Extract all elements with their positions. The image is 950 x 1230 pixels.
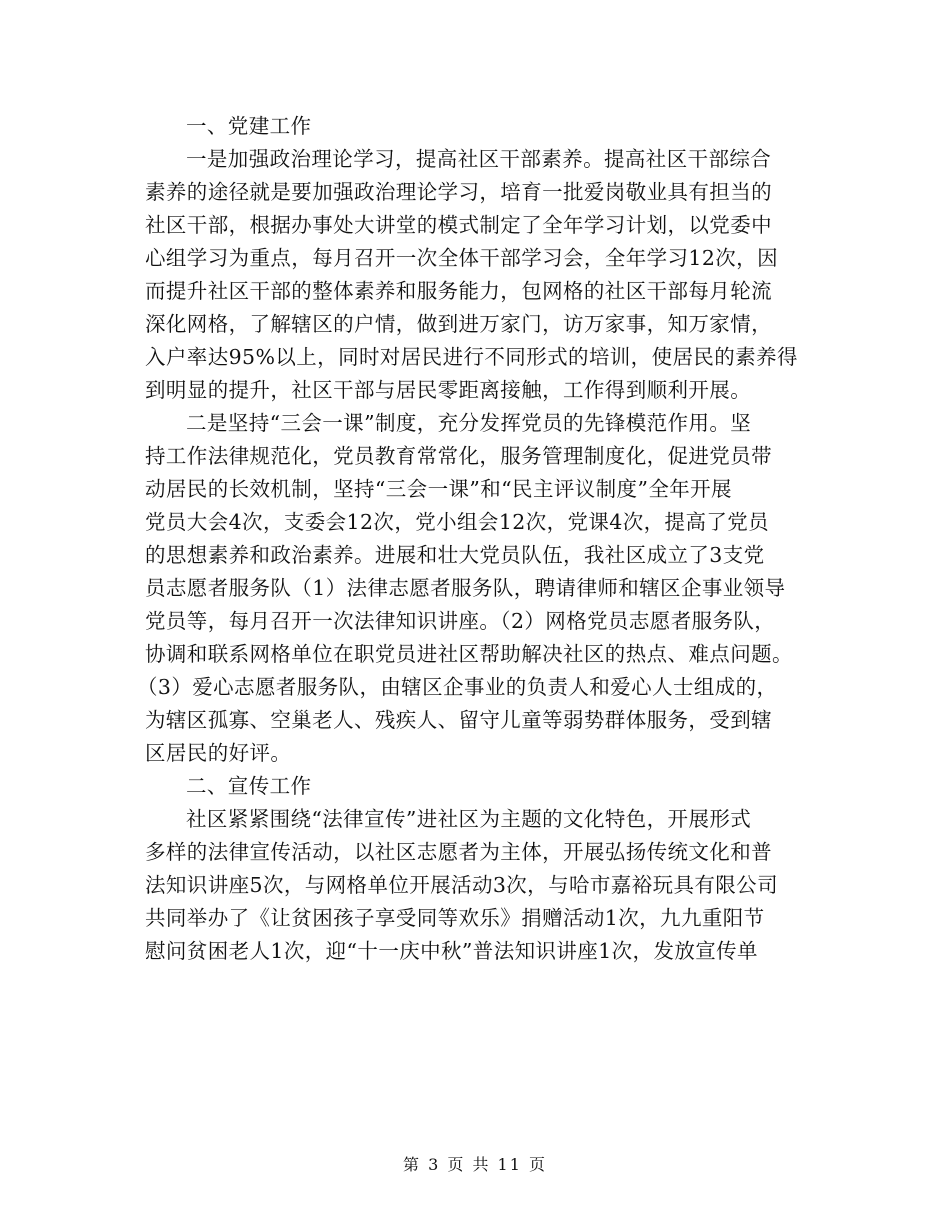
- paragraph-line: 法知识讲座5次，与网格单位开展活动3次，与哈市嘉裕玩具有限公司: [145, 873, 778, 897]
- paragraph-line: （3）爱心志愿者服务队，由辖区企事业的负责人和爱心人士组成的，: [137, 675, 778, 699]
- paragraph-line: 素养的途径就是要加强政治理论学习，培育一批爱岗敬业具有担当的: [145, 180, 772, 204]
- paragraph-line: 持工作法律规范化，党员教育常常化，服务管理制度化，促进党员带: [145, 444, 772, 468]
- paragraph-line: 慰问贫困老人1次，迎“十一庆中秋”普法知识讲座1次，发放宣传单: [145, 939, 758, 963]
- paragraph-line: 入户率达95%以上，同时对居民进行不同形式的培训，使居民的素养得: [145, 345, 798, 369]
- paragraph-line: 心组学习为重点，每月召开一次全体干部学习会，全年学习12次，因: [145, 246, 778, 270]
- paragraph-line: 到明显的提升，社区干部与居民零距离接触，工作得到顺利开展。: [145, 378, 752, 402]
- paragraph-line: 为辖区孤寡、空巢老人、残疾人、留守儿童等弱势群体服务，受到辖: [145, 708, 772, 732]
- section-heading-party-building: 一、党建工作: [186, 114, 312, 138]
- paragraph-line: 区居民的好评。: [145, 741, 292, 765]
- paragraph-line: 共同举办了《让贫困孩子享受同等欢乐》捐赠活动1次，九九重阳节: [145, 906, 765, 930]
- page-number-footer: 第 3 页 共 11 页: [403, 1155, 547, 1174]
- paragraph-line: 社区紧紧围绕“法律宣传”进社区为主题的文化特色，开展形式: [186, 807, 752, 831]
- section-heading-publicity: 二、宣传工作: [186, 774, 312, 798]
- paragraph-line: 多样的法律宣传活动，以社区志愿者为主体，开展弘扬传统文化和普: [145, 840, 772, 864]
- paragraph-line: 二是坚持“三会一课”制度，充分发挥党员的先锋模范作用。坚: [186, 411, 752, 435]
- paragraph-line: 党员等，每月召开一次法律知识讲座。（2）网格党员志愿者服务队，: [145, 609, 776, 633]
- paragraph-line: 协调和联系网格单位在职党员进社区帮助解决社区的热点、难点问题。: [145, 642, 793, 666]
- paragraph-line: 社区干部，根据办事处大讲堂的模式制定了全年学习计划，以党委中: [145, 213, 772, 237]
- paragraph-line: 而提升社区干部的整体素养和服务能力，包网格的社区干部每月轮流: [145, 279, 772, 303]
- paragraph-line: 的思想素养和政治素养。进展和壮大党员队伍，我社区成立了3支党: [145, 543, 765, 567]
- paragraph-line: 深化网格，了解辖区的户情，做到进万家门，访万家事，知万家情，: [145, 312, 772, 336]
- paragraph-line: 一是加强政治理论学习，提高社区干部素养。提高社区干部综合: [186, 147, 772, 171]
- paragraph-line: 员志愿者服务队（1）法律志愿者服务队，聘请律师和辖区企事业领导: [145, 576, 786, 600]
- paragraph-line: 党员大会4次，支委会12次，党小组会12次，党课4次，提高了党员: [145, 510, 770, 534]
- paragraph-line: 动居民的长效机制，坚持“三会一课”和“民主评议制度”全年开展: [145, 477, 732, 501]
